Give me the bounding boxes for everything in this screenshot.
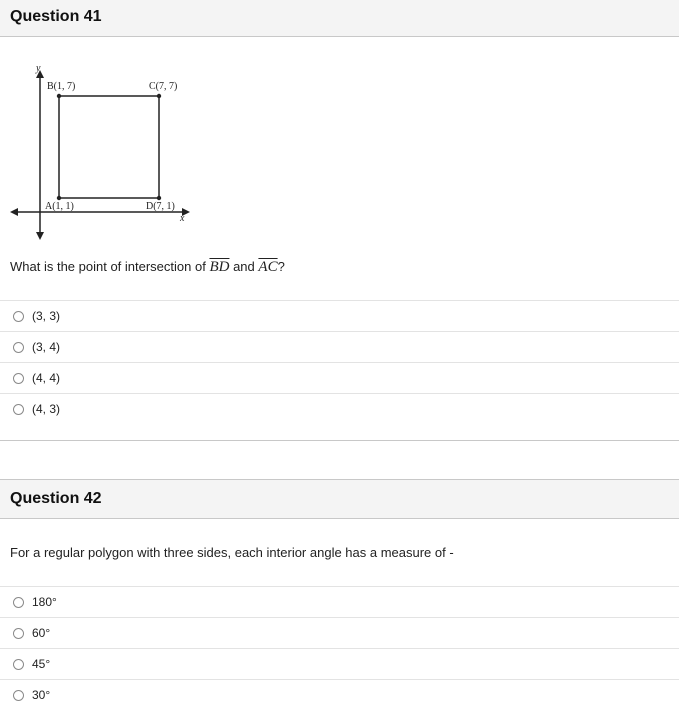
segment-ac: $\overline{AC}$ — [258, 259, 278, 275]
question-42-prompt: For a regular polygon with three sides, each interior angle has a measure of - — [10, 545, 454, 560]
question-41-prompt — [10, 259, 285, 276]
question-42-header — [0, 479, 679, 519]
radio-button[interactable] — [13, 628, 24, 639]
option-label: (4, 4) — [32, 371, 61, 385]
point-c-label: C(7, 7) — [149, 81, 178, 92]
question-42-title: Question 42 — [10, 490, 102, 507]
option-label: 30° — [32, 688, 51, 702]
radio-button[interactable] — [13, 311, 24, 322]
answer-option[interactable] — [0, 331, 679, 362]
prompt-mid: and — [233, 259, 255, 274]
radio-button[interactable] — [13, 404, 24, 415]
question-41-title: Question 41 — [10, 8, 102, 25]
answer-option[interactable] — [0, 648, 679, 679]
radio-button[interactable] — [13, 373, 24, 384]
segment-bd: $\overline{BD}$ — [209, 259, 230, 275]
answer-option[interactable] — [0, 393, 679, 424]
prompt-prefix: What is the point of intersection of — [10, 259, 206, 274]
option-label: 45° — [32, 657, 51, 671]
question-separator — [0, 440, 679, 441]
coordinate-figure — [0, 58, 200, 248]
radio-button[interactable] — [13, 690, 24, 701]
point-b-label: B(1, 7) — [47, 81, 76, 92]
answer-option[interactable] — [0, 362, 679, 393]
answer-option[interactable] — [0, 300, 679, 331]
answer-option[interactable] — [0, 679, 679, 710]
option-label: (4, 3) — [32, 402, 61, 416]
prompt-suffix: ? — [277, 259, 285, 274]
point-d-label: D(7, 1) — [146, 201, 175, 212]
option-label: (3, 3) — [32, 309, 61, 323]
radio-button[interactable] — [13, 342, 24, 353]
answer-option[interactable] — [0, 586, 679, 617]
answer-option[interactable] — [0, 617, 679, 648]
option-label: 180° — [32, 595, 57, 609]
point-a-label: A(1, 1) — [45, 201, 74, 212]
radio-button[interactable] — [13, 659, 24, 670]
x-axis-label: x — [180, 213, 185, 224]
option-label: 60° — [32, 626, 51, 640]
question-41-header — [0, 0, 679, 37]
y-axis-label: y — [36, 63, 41, 74]
radio-button[interactable] — [13, 597, 24, 608]
option-label: (3, 4) — [32, 340, 61, 354]
